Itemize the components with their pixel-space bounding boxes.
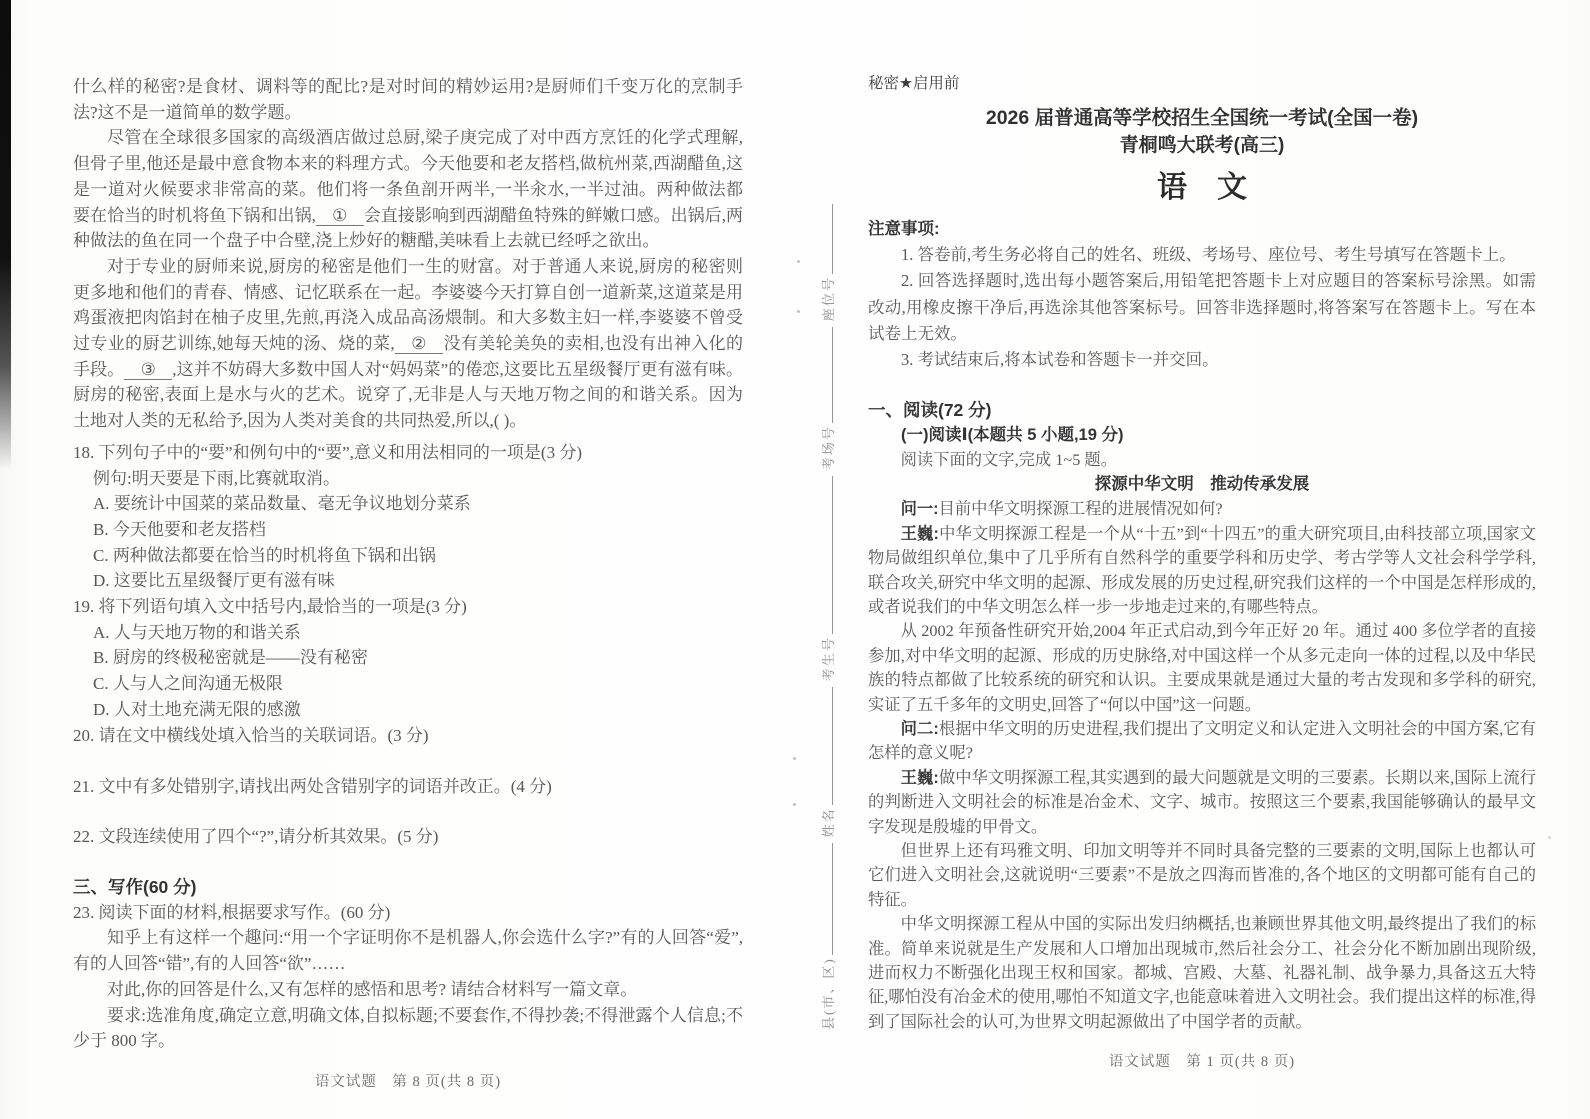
passage-paragraph [868, 839, 1536, 912]
classification-label: 秘密★启用前 [868, 75, 960, 92]
exam-title-line2: 青桐鸣大联考(高三) [1119, 135, 1285, 156]
field-seat-number-blank [814, 204, 833, 274]
page-footer-left: 语文试题 第 8 页(共 8 页) [314, 1073, 502, 1090]
passage-paragraph: 对于专业的厨师来说,厨房的秘密是他们一生的财富。对于普通人来说,厨房的秘密则更多地和他们的青春、情感、记忆联系在一起。李婆婆今天打算自创一道新菜,这道菜是用鸡蛋液把肉馅封在柚子皮里,先煎,再浇入成品高汤煨制。和大多数主妇一样,李婆婆不曾受过专业的厨艺训练,她每天炖的汤、烧的菜, ② 没有美轮美奂的卖相,也没有出神入化的手段。 ③ ,这并不妨碍大多数中国人对“妈妈菜”的倦恋,这要比五星级餐厅更有滋有味。厨房的秘密,表面上是水与火的艺术。说穿了,无非是人与天地万物之间的和谐关系。因为土地对人类的无私给予,因为人类对美食的共同热爱,所以,( )。 [73, 256, 744, 431]
field-candidate-number-blank [814, 476, 833, 634]
paragraph-text: 从 2002 年预备性研究开始,2004 年正式启动,到今年正好 20 年。通过 400 多位学者的直接参加,对中华文明的起源、形成的历史脉络,对中国这样一个从多元走向一体的过程,以及中华民族的特点都做了比较系统的研究和认识。主要成果就是通过大量的考古发现和多学科的研究,实证了五千多年的文明史,回答了“何以中国”这一问题。 [868, 621, 1536, 714]
paragraph-text: 但世界上还有玛雅文明、印加文明等并不同时具备完整的三要素的文明,国际上也都认可它们进入文明社会,这就说明“三要素”不是放之四海而皆准的,各个地区的文明都可能有自己的特征。 [868, 840, 1536, 909]
notice-item-3: 3. 考试结束后,将本试卷和答题卡一并交回。 [901, 350, 1219, 370]
option-b: B. 厨房的终极秘密就是——没有秘密 [93, 648, 368, 668]
option-b: B. 今天他要和老友搭档 [93, 519, 266, 539]
field-name-label: 姓名 [821, 807, 836, 838]
section-reading-head: 一、阅读(72 分) [868, 400, 992, 421]
passage-paragraph: 什么样的秘密?是食材、调料等的配比?是对时间的精妙运用?是厨师们千变万化的烹制手法?这不是一道简单的数学题。 [73, 77, 743, 122]
exam-title-line1: 2026 届普通高等学校招生全国统一考试(全国一卷) [985, 107, 1419, 129]
speaker-label: 王巍: [900, 768, 939, 787]
paragraph-text: 中华文明探源工程从中国的实际出发归纳概括,也兼顾世界其他文明,最终提出了我们的标准。简单来说就是生产发展和人口增加出现城市,然后社会分工、社会分化不断加剧出现阶级,进而权力不断强化出现王权和国家。都城、宫殿、大墓、礼器礼制、战争暴力,具备这五大特征,哪怕没有冶金术的使用,哪怕不知道文字,也能意味着进入文明社会。我们提出这样的标准,得到了国际社会的认可,为世界文明起源做出了中国学者的贡献。 [868, 914, 1536, 1031]
question-example: 例句:明天要是下雨,比赛就取消。 [93, 468, 340, 488]
speaker-label: 问一: [900, 500, 939, 519]
scan-speck [1548, 836, 1551, 839]
option-a: A. 人与天地万物的和谐关系 [93, 622, 301, 642]
speaker-label: 问二: [900, 719, 939, 738]
passage-paragraph [868, 619, 1536, 717]
option-d: D. 人对土地充满无限的感激 [93, 699, 301, 719]
option-c: C. 两种做法都要在恰当的时机将鱼下锅和出锅 [93, 545, 436, 565]
paragraph-text: 做中华文明探源工程,其实遇到的最大问题就是文明的三要素。长期以来,国际上流行的判断进入文明社会的标准是冶金术、文字、城市。按照这三个要素,我国能够确认的最早文字发现是殷墟的甲骨文。 [868, 767, 1536, 836]
question-head: 19. 将下列语句填入文中括号内,最恰当的一项是(3 分) [73, 597, 467, 617]
field-county-blank [814, 843, 833, 955]
page-footer-right: 语文试题 第 1 页(共 8 页) [1108, 1054, 1296, 1071]
scan-speck [793, 757, 796, 760]
question-19 [73, 594, 743, 723]
reading-instruction: 阅读下面的文字,完成 1~5 题。 [900, 449, 1117, 469]
field-candidate-number-label: 考生号 [821, 636, 836, 682]
field-exam-room-label: 考场号 [821, 425, 836, 471]
speaker-label: 王巍: [900, 524, 939, 543]
paragraph-text: 中华文明探源工程是一个从“十五”到“十四五”的重大研究项目,由科技部立项,国家文物局做组织单位,集中了几乎所有自然科学的重要学科和历史学、考古学等人文社会科学学科,联合攻关,研究中华文明的起源、形成发展的历史过程,研究我们这样的一个中国是怎样形成的,或者说我们的中华文明怎么样一步一步地走过来的,有哪些特点。 [868, 523, 1536, 616]
option-d: D. 这要比五星级餐厅更有滋有味 [93, 571, 335, 591]
material-paragraph: 知乎上有这样一个趣问:“用一个字证明你不是机器人,你会选什么字?”有的人回答“爱”,有的人回答“错”,有的人回答“欲”…… [73, 928, 743, 974]
field-exam-room-blank [814, 327, 833, 423]
question-22: 22. 文段连续使用了四个“?”,请分析其效果。(5 分) [73, 826, 439, 846]
question-21: 21. 文中有多处错别字,请找出两处含错别字的词语并改正。(4 分) [73, 777, 552, 797]
passage-paragraph: 尽管在全球很多国家的高级酒店做过总厨,梁子庚完成了对中西方烹饪的化学式理解,但骨子里,他还是最中意食物本来的料理方式。今天他要和老友搭档,做杭州菜,西湖醋鱼,这是一道对火候要求非常高的菜。他们将一条鱼剖开两半,一半汆水,一半过油。两种做法都要在恰当的时机将鱼下锅和出锅, ① 会直接影响到西湖醋鱼特殊的鲜嫩口感。出锅后,两种做法的鱼在同一个盘子中合壁,浇上炒好的糖醋,美味看上去就已经呼之欲出。 [73, 128, 744, 251]
question-head: 23. 阅读下面的材料,根据要求写作。(60 分) [73, 902, 391, 922]
question-20: 20. 请在文中横线处填入恰当的关联词语。(3 分) [73, 725, 429, 745]
field-name-blank [814, 687, 833, 805]
paragraph-text: 根据中华文明的历史进程,我们提出了文明定义和认定进入文明社会的中国方案,它有怎样的意义呢? [868, 718, 1536, 763]
field-seat-number-label: 座位号 [821, 276, 836, 322]
notice-head: 注意事项: [868, 220, 940, 238]
field-county-label: 县(市、区) [821, 957, 836, 1030]
notice-item-2: 2. 回答选择题时,选出每小题答案后,用铅笔把答题卡上对应题目的答案标号涂黑。如需改动,用橡皮擦干净后,再选涂其他答案标号。回答非选择题时,将答案写在答题卡上。写在本试卷上无效。 [868, 271, 1536, 343]
page-right [868, 74, 1536, 1071]
seal-line-rotated-text [812, 70, 846, 1030]
scan-speck [797, 310, 800, 313]
part-one-head: (一)阅读Ⅰ(本题共 5 小题,19 分) [901, 426, 1124, 445]
material-paragraph: 对此,你的回答是什么,又有怎样的感悟和思考? 请结合材料写一篇文章。 [107, 979, 638, 999]
passage-paragraph [868, 497, 1536, 521]
section-writing-head: 三、写作(60 分) [73, 876, 197, 897]
question-head: 18. 下列句子中的“要”和例句中的“要”,意义和用法相同的一项是(3 分) [73, 442, 583, 462]
option-a: A. 要统计中国菜的菜品数量、毫无争议地划分菜系 [93, 494, 471, 514]
passage-paragraph [868, 522, 1536, 620]
requirements-paragraph: 要求:选准角度,确定立意,明确文体,自拟标题;不要套作,不得抄袭;不得泄露个人信息;不少于 800 字。 [73, 1005, 743, 1051]
scan-speck [793, 803, 796, 806]
scan-edge-artifact [0, 0, 11, 470]
question-23 [73, 900, 743, 1054]
page-left [73, 74, 743, 1091]
scan-speck [797, 260, 800, 263]
passage-title: 探源中华文明 推动传承发展 [1094, 475, 1310, 494]
paragraph-text: 目前中华文明探源工程的进展情况如何? [938, 499, 1223, 519]
question-18 [73, 440, 743, 594]
passage-paragraph [868, 912, 1536, 1034]
passage-paragraph [868, 717, 1536, 766]
seal-line-fields [812, 70, 848, 1030]
option-c: C. 人与人之间沟通无极限 [93, 674, 283, 694]
subject-title: 语文 [1157, 171, 1277, 204]
passage-paragraph [868, 766, 1536, 839]
notice-item-1: 1. 答卷前,考生务必将自己的姓名、班级、考场号、座位号、考生号填写在答题卡上。 [901, 245, 1516, 264]
